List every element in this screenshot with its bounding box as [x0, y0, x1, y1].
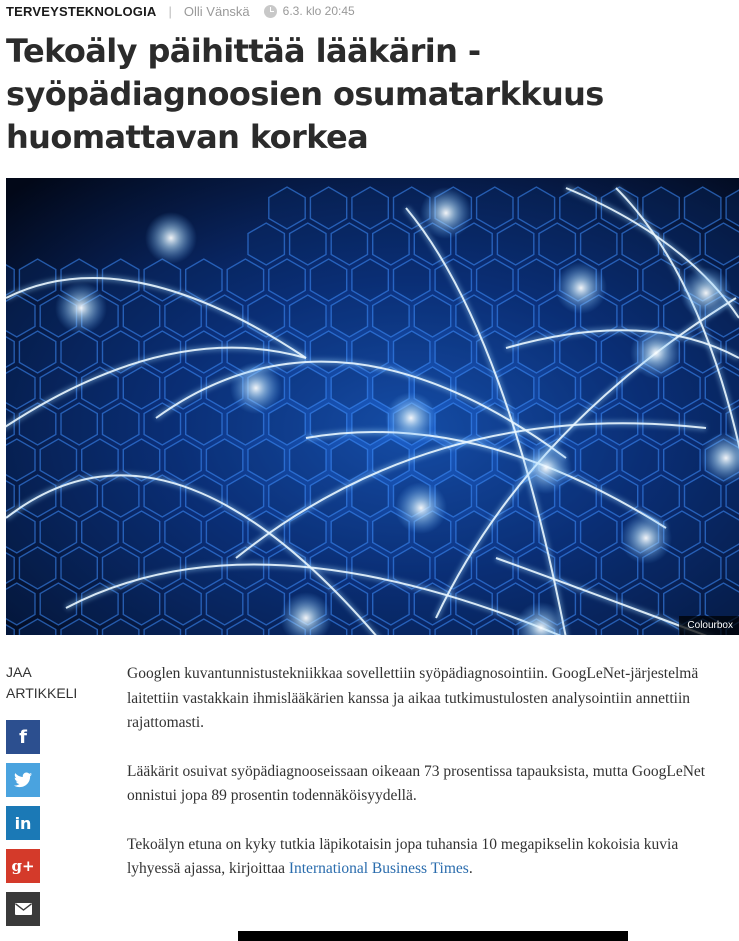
twitter-icon	[14, 772, 32, 788]
category-label[interactable]: TERVEYSTEKNOLOGIA	[6, 3, 157, 19]
embedded-media-bar	[238, 931, 628, 941]
network-node	[680, 267, 732, 319]
author-name[interactable]: Olli Vänskä	[183, 3, 250, 19]
article-body	[127, 662, 735, 906]
article-title: Tekoäly päihittää lääkärin - syöpädiagnoosien osumatarkkuus huomattavan korkea	[6, 32, 604, 156]
twitter-share-button[interactable]	[6, 763, 40, 797]
meta-separator: |	[168, 3, 172, 19]
network-node	[145, 212, 197, 264]
network-node	[420, 187, 472, 239]
source-link[interactable]: International Business Times	[288, 860, 469, 877]
network-node	[55, 282, 107, 334]
network-node	[395, 482, 447, 534]
publish-time: 6.3. klo 20:45	[282, 4, 355, 18]
paragraph: Googlen kuvantunnistustekniikkaa sovellettiin syöpädiagnosointiin. GoogLeNet-järjestelmä laitettiin vastakkain ihmislääkärien kanssa ja aikaa tutkimustulosten analysointiin annettiin rajattomasti.	[127, 665, 699, 731]
email-share-button[interactable]	[6, 892, 40, 926]
linkedin-icon: in	[14, 813, 32, 833]
network-node	[630, 327, 682, 379]
facebook-share-button[interactable]	[6, 720, 40, 754]
email-icon	[15, 903, 32, 915]
linkedin-share-button[interactable]	[6, 806, 40, 840]
paragraph	[127, 833, 735, 882]
share-label: JAA ARTIKKELI	[6, 664, 78, 701]
clock-icon	[264, 5, 277, 18]
network-node	[385, 392, 437, 444]
google-plus-share-button[interactable]	[6, 849, 40, 883]
network-node	[230, 362, 282, 414]
network-node	[620, 512, 672, 564]
network-illustration	[6, 178, 739, 635]
paragraph-text: Tekoälyn etuna on kyky tutkia läpikotaisin jopa tuhansia 10 megapikselin kokoisia kuvia lyhyessä ajassa, kirjoittaa	[127, 835, 679, 877]
paragraph: Lääkärit osuivat syöpädiagnooseissaan oikeaan 73 prosentissa tapauksista, mutta GoogLeNet onnistui jopa 89 prosentin todennäköisyydellä.	[127, 762, 706, 804]
hero-image	[6, 178, 739, 635]
facebook-icon: f	[19, 726, 27, 748]
article-meta	[6, 2, 355, 20]
network-node	[555, 262, 607, 314]
paragraph-end: .	[468, 860, 473, 877]
google-plus-icon: g+	[11, 857, 35, 875]
network-node	[520, 442, 572, 494]
image-credit: Colourbox	[679, 616, 739, 635]
